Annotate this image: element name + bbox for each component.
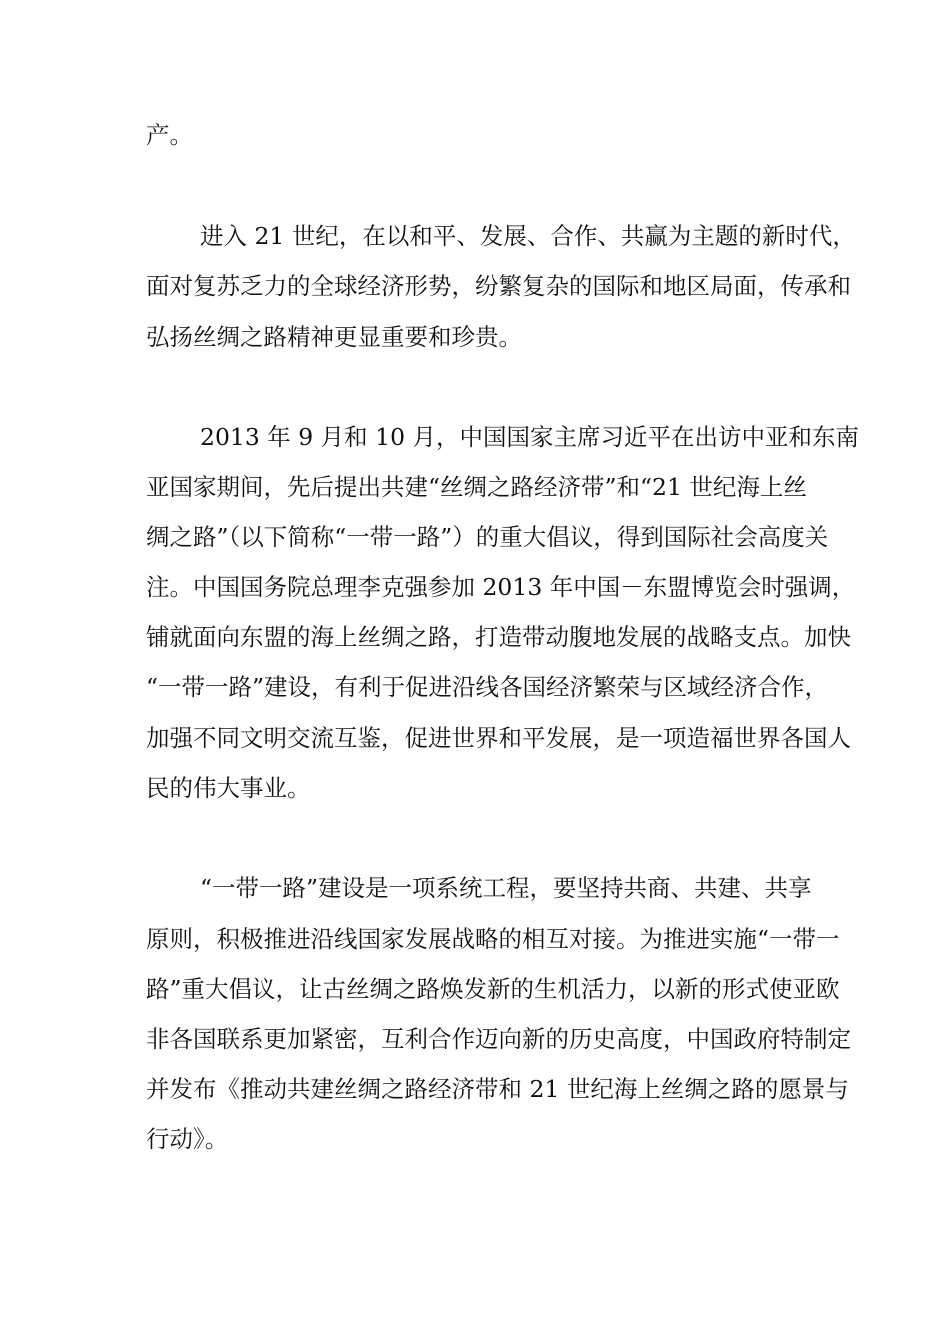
paragraph-line: 进入 21 世纪，在以和平、发展、合作、共赢为主题的新时代， (200, 222, 856, 250)
paragraph-line: 面对复苏乏力的全球经济形势，纷繁复杂的国际和地区局面，传承和 (146, 272, 851, 300)
paragraph-line: 民的伟大事业。 (146, 774, 311, 802)
paragraph-line: 绸之路”（以下简称“一带一路”）的重大倡议，得到国际社会高度关 (146, 523, 829, 551)
paragraph-line: 路”重大倡议，让古丝绸之路焕发新的生机活力，以新的形式使亚欧 (146, 975, 840, 1003)
paragraph-line: 产。 (146, 121, 193, 149)
paragraph-line: 加强不同文明交流互鉴，促进世界和平发展，是一项造福世界各国人 (146, 724, 851, 752)
paragraph-line: 行动》。 (146, 1125, 229, 1153)
paragraph-line: 铺就面向东盟的海上丝绸之路，打造带动腹地发展的战略支点。加快 (146, 623, 851, 651)
paragraph-line: 并发布《推动共建丝绸之路经济带和 21 世纪海上丝绸之路的愿景与 (146, 1075, 849, 1103)
paragraph-line: 亚国家期间，先后提出共建“丝绸之路经济带”和“21 世纪海上丝 (146, 473, 807, 501)
paragraph-line: “一带一路”建设是一项系统工程，要坚持共商、共建、共享 (200, 874, 812, 902)
paragraph-line: “一带一路”建设，有利于促进沿线各国经济繁荣与区域经济合作， (146, 673, 829, 701)
paragraph-line: 弘扬丝绸之路精神更显重要和珍贵。 (146, 323, 522, 351)
paragraph-line: 原则，积极推进沿线国家发展战略的相互对接。为推进实施“一带一 (146, 925, 840, 953)
paragraph-line: 非各国联系更加紧密，互利合作迈向新的历史高度，中国政府特制定 (146, 1025, 851, 1053)
paragraph-line: 2013 年 9 月和 10 月，中国国家主席习近平在出访中亚和东南 (200, 423, 860, 451)
paragraph-line: 注。中国国务院总理李克强参加 2013 年中国－东盟博览会时强调， (146, 573, 856, 601)
